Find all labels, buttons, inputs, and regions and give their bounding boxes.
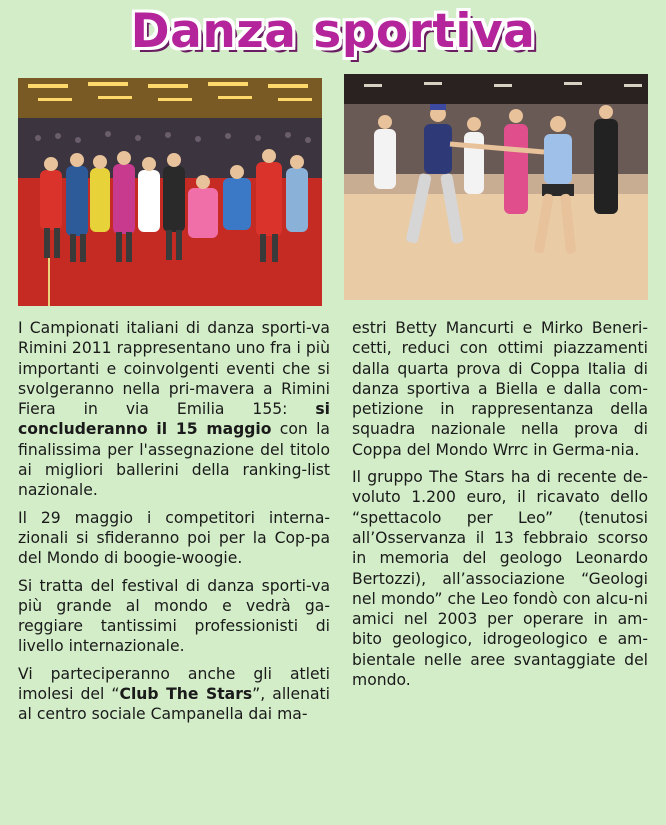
dancing-couple-photo xyxy=(344,74,648,300)
club-name: Club The Stars xyxy=(119,685,253,704)
article-text: Vi parteciperanno anche gli atleti imolesi del “ xyxy=(18,664,330,704)
highlight-date: si concluderanno il 15 maggio xyxy=(18,400,330,439)
article-paragraph: Il gruppo The Stars ha di recente de-voluto 1.200 euro, il ricavato dello “spettacolo per Leo” (tenutosi all’Osservanza il 13 febbraio scorso in memoria del geologo Leonardo Bertozzi), all’associazione “Geologi nel mondo” che Leo fondò con alcu-ni amici nel 2003 per operare in am-bito geologico, idrogeologico e am-bientale nelle aree svantaggiate del mondo. xyxy=(352,468,648,690)
article-text: con la finalissima per l'assegnazione del titolo ai migliori ballerini della ranking-list nazionale. xyxy=(18,420,330,500)
article-text: ”, allenati al centro sociale Campanella dai ma- xyxy=(18,685,330,724)
page-title: Danza sportiva xyxy=(130,4,536,59)
article-column-right xyxy=(352,318,648,697)
article-text: I Campionati italiani di danza sporti-va Rimini 2011 rappresentano uno fra i più importanti e coinvolgenti eventi che si svolgeranno nella pri-mavera a Rimini Fiera in via Emilia 155: xyxy=(18,319,330,419)
article-paragraph xyxy=(18,318,330,501)
article-column-left xyxy=(18,318,330,732)
article-paragraph: Il 29 maggio i competitori interna-zionali si sfideranno poi per la Cop-pa del Mondo di boogie-woogie. xyxy=(18,508,330,568)
article-paragraph: Si tratta del festival di danza sporti-va più grande al mondo e vedrà ga-reggiare tantissimi professionisti di livello internazionale. xyxy=(18,576,330,656)
article-paragraph: estri Betty Mancurti e Mirko Beneri-cetti, reduci con ottimi piazzamenti dalla quarta prova di Coppa Italia di danza sportiva a Biella e dalla com-petizione in rappresentanza della squadra nazionale nella prova di Coppa del Mondo Wrrc in Germa-nia. xyxy=(352,319,648,459)
article-paragraph xyxy=(18,664,330,725)
group-photo xyxy=(18,78,322,306)
